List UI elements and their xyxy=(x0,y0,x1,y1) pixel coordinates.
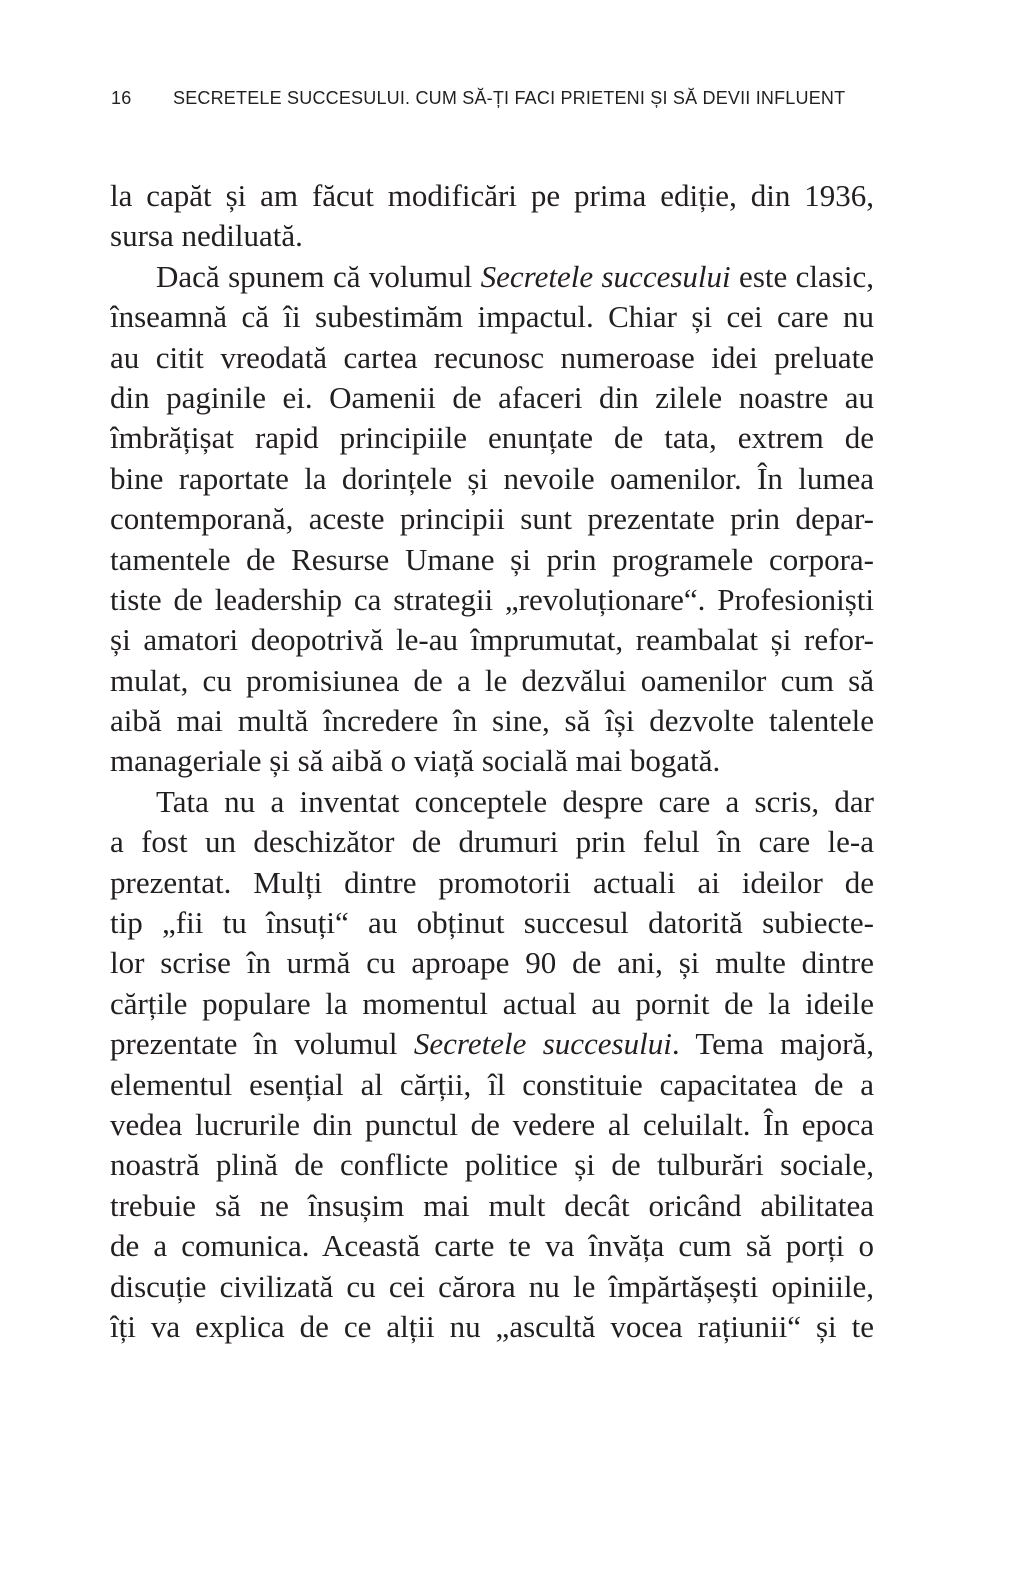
text-line: din paginile ei. Oamenii de afaceri din zilele noastre au xyxy=(110,379,874,415)
text-line: tamentele de Resurse Umane și prin programele corpora- xyxy=(110,541,874,577)
text-line: de a comunica. Această carte te va învăța cum să porți o xyxy=(110,1228,874,1264)
text-line: cărțile populare la momentul actual au pornit de la ideile xyxy=(110,985,874,1021)
text-line: bine raportate la dorințele și nevoile oamenilor. În lumea xyxy=(110,460,874,496)
text-line: înseamnă că îi subestimăm impactul. Chiar și cei care nu xyxy=(110,299,874,335)
paragraph xyxy=(110,782,874,1347)
text-line: contemporană, aceste principii sunt prezentate prin depar- xyxy=(110,501,874,537)
paragraph xyxy=(110,257,874,782)
text-line: vedea lucrurile din punctul de vedere al celuilalt. În epoca xyxy=(110,1106,874,1142)
text-line: elementul esențial al cărții, îl constituie capacitatea de a xyxy=(110,1066,874,1102)
text-line: mulat, cu promisiunea de a le dezvălui oamenilor cum să xyxy=(110,662,874,698)
book-title-italic: Secretele succesului xyxy=(480,258,731,294)
text-line: și amatori deopotrivă le-au împrumutat, reambalat și refor- xyxy=(110,622,874,658)
text-line: Tata nu a inventat conceptele despre care a scris, dar xyxy=(156,783,874,819)
text-line: manageriale și să aibă o viață socială mai bogată. xyxy=(110,743,721,779)
text-line: îți va explica de ce alții nu „ascultă vocea rațiunii“ și te xyxy=(110,1308,874,1344)
text-line: prezentat. Mulți dintre promotorii actuali ai ideilor de xyxy=(110,864,874,900)
text-line: trebuie să ne însușim mai mult decât oricând abilitatea xyxy=(110,1187,874,1223)
text-line: sursa nediluată. xyxy=(110,218,303,254)
running-title: SECRETELE SUCCESULUI. CUM SĂ-ȚI FACI PRIETENI ȘI SĂ DEVII INFLUENT xyxy=(173,88,846,108)
text-line: lor scrise în urmă cu aproape 90 de ani, și multe dintre xyxy=(110,945,874,981)
text-line: tiste de leadership ca strategii „revoluționare“. Profesioniști xyxy=(110,581,874,617)
text-line: îmbrățișat rapid principiile enunțate de tata, extrem de xyxy=(110,420,874,456)
book-title-italic: Secretele succesului xyxy=(413,1026,672,1062)
text-line: a fost un deschizător de drumuri prin felul în care le-a xyxy=(110,824,874,860)
text-line: Dacă spunem că volumul Secretele succesului este clasic, xyxy=(156,258,874,294)
text-line: aibă mai multă încredere în sine, să își dezvolte talentele xyxy=(110,703,874,739)
text-line: la capăt și am făcut modificări pe prima ediție, din 1936, xyxy=(110,178,874,213)
page-number: 16 xyxy=(111,88,132,108)
text-line: noastră plină de conflicte politice și de tulburări sociale, xyxy=(110,1147,874,1183)
running-header xyxy=(111,88,881,109)
text-line: discuție civilizată cu cei cărora nu le împărtășești opiniile, xyxy=(110,1268,874,1304)
text-line: au citit vreodată cartea recunosc numeroase idei preluate xyxy=(110,339,874,375)
paragraph xyxy=(110,176,874,257)
body-text xyxy=(110,176,874,1347)
text-line: prezentate în volumul Secretele succesului. Tema majoră, xyxy=(110,1026,874,1062)
text-line: tip „fii tu însuți“ au obținut succesul datorită subiecte- xyxy=(110,905,874,941)
